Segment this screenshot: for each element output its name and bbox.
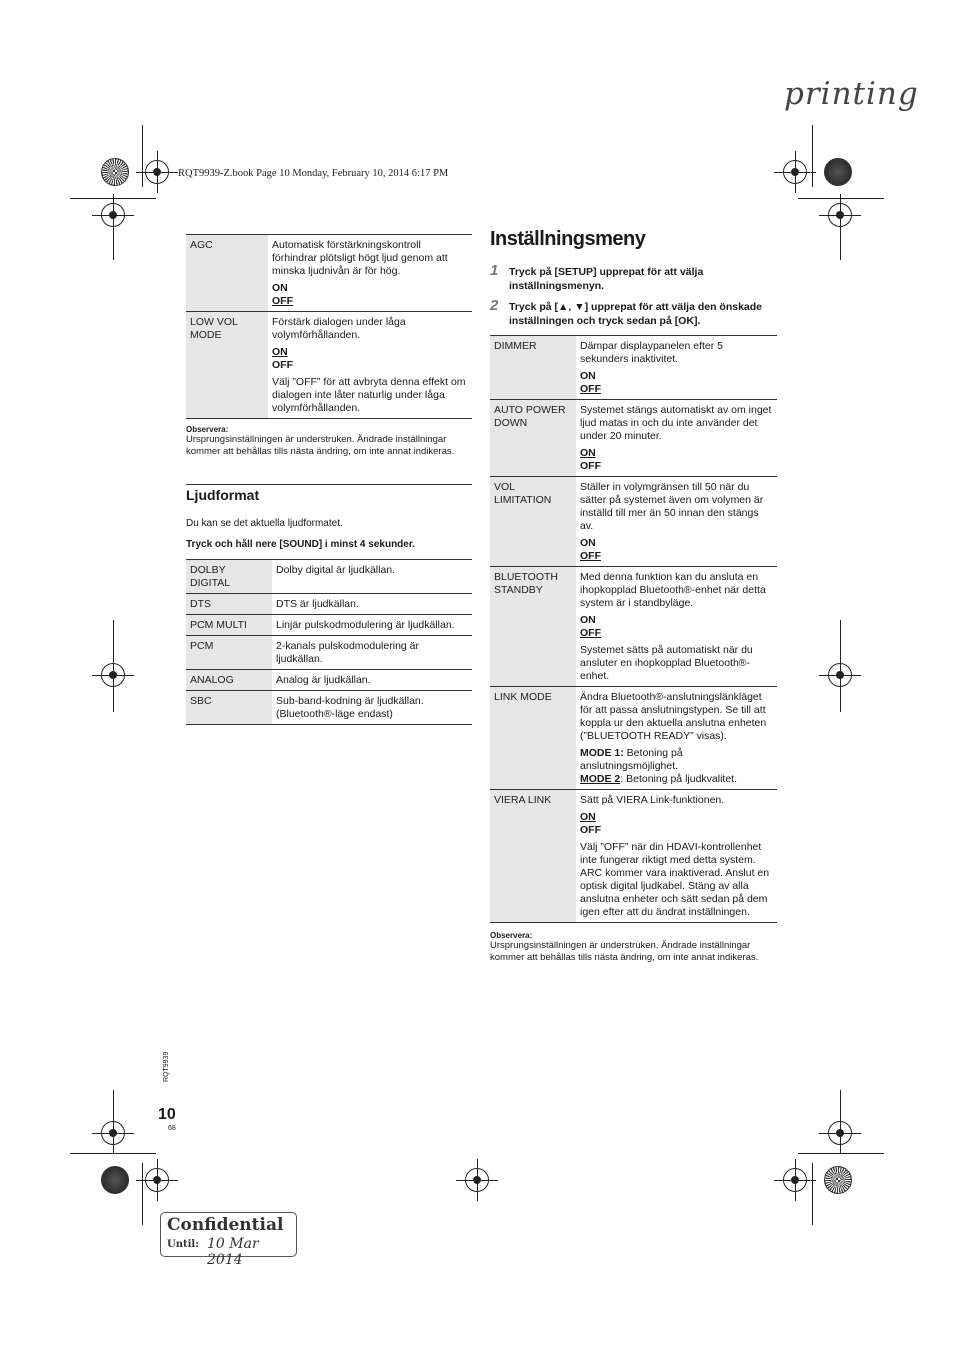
mode2-label: MODE 2 [580, 773, 621, 785]
format-key: PCM MULTI [186, 615, 272, 636]
option-off-default: OFF [272, 295, 293, 307]
option-off: OFF [580, 824, 601, 836]
format-key: DOLBY DIGITAL [186, 560, 272, 594]
option-on: ON [272, 282, 288, 294]
registration-mark-icon [783, 160, 807, 184]
format-desc: Analog är ljudkällan. [276, 674, 371, 686]
option-description: Automatisk förstärkningskontroll förhindrar plötsligt högt ljud genom att minska ljudnivån är för hög. [272, 239, 448, 277]
note-title: Observera: [490, 931, 533, 940]
section-heading-ljudformat: Ljudformat [186, 487, 260, 503]
ljudformat-instruction: Tryck och håll nere [SOUND] i minst 4 sekunder. [186, 539, 415, 550]
note-body: Ursprungsinställningen är understruken. Ändrade inställningar kommer att behållas tills nästa ändring, om inte annat indikeras. [490, 940, 759, 963]
format-key: PCM [186, 636, 272, 670]
table-row [186, 594, 472, 615]
option-description: Förstärk dialogen under låga volymförhållanden. [272, 316, 406, 341]
setting-desc [576, 790, 777, 923]
option-off: OFF [580, 460, 601, 472]
setting-desc [576, 400, 777, 477]
setting-key: AUTO POWER DOWN [490, 400, 576, 477]
setting-description: Med denna funktion kan du ansluta en ihopkopplad Bluetooth®-enhet när detta system är i standbyläge. [580, 571, 766, 609]
color-target-icon [101, 1166, 129, 1194]
step-2-text: Tryck på [▲, ▼] upprepat för att välja den önskade inställningen och tryck sedan på [OK]. [509, 301, 763, 327]
format-desc: 2-kanals pulskodmodulering är ljudkällan. [276, 640, 419, 665]
format-description: Sub-band-kodning är ljudkällan. [276, 695, 424, 707]
table-row [490, 336, 777, 400]
setting-key: VOL LIMITATION [490, 477, 576, 567]
page-number: 10 [158, 1106, 176, 1123]
table-row [186, 235, 472, 312]
setting-description: Systemet stängs automatiskt av om inget ljud matas in och du inte använder det under 20 minuter. [580, 404, 772, 442]
option-key: AGC [186, 235, 268, 312]
setting-extra: Systemet sätts på automatiskt när du ansluter en ihopkopplad Bluetooth®-enhet. [580, 644, 753, 682]
setting-key: LINK MODE [490, 687, 576, 790]
settings-table [490, 335, 777, 923]
setting-extra: Välj ”OFF” när din HDAVI-kontrollenhet inte fungerar riktigt med detta system. ARC kommer vara inaktiverad. Anslut en optisk digital ljudkabel. Stäng av alla anslutna enheter och sätt sedan på dem igen efter att du ändrat inställningen. [580, 841, 770, 918]
doc-code: RQT9939 [163, 1051, 170, 1082]
options-table [186, 234, 472, 419]
setting-description: Sätt på VIERA Link-funktionen. [580, 794, 725, 806]
confidential-stamp [160, 1212, 297, 1268]
table-row [490, 567, 777, 687]
table-row [186, 636, 472, 670]
format-key: DTS [186, 594, 272, 615]
format-note: (Bluetooth®-läge endast) [276, 708, 393, 720]
table-row [490, 477, 777, 567]
step-1-text: Tryck på [SETUP] upprepat för att välja inställningsmenyn. [509, 266, 704, 292]
table-row [490, 687, 777, 790]
setting-desc [576, 477, 777, 567]
format-desc: Dolby digital är ljudkällan. [276, 564, 396, 576]
option-desc [268, 312, 472, 419]
ljudformat-intro: Du kan se det aktuella ljudformatet. [186, 518, 343, 529]
format-key: ANALOG [186, 670, 272, 691]
option-on-default: ON [580, 447, 596, 459]
registration-mark-icon [465, 1168, 489, 1192]
right-column [490, 228, 777, 964]
mode2-text: : Betoning på ljudkvalitet. [620, 773, 738, 785]
color-target-icon [824, 158, 852, 186]
registration-mark-icon [828, 1121, 852, 1145]
option-key: LOW VOL MODE [186, 312, 268, 419]
printing-watermark: printing [784, 76, 919, 112]
note-body: Ursprungsinställningen är understruken. Ändrade inställningar kommer att behållas tills nästa ändring, om inte annat indikeras. [186, 434, 455, 457]
mode1-label: MODE 1: [580, 747, 624, 759]
table-row [186, 691, 472, 725]
setting-desc [576, 567, 777, 687]
sheet-number: 68 [168, 1125, 176, 1132]
setting-desc [576, 336, 777, 400]
registration-mark-icon [101, 203, 125, 227]
format-desc: DTS är ljudkällan. [276, 598, 359, 610]
confidential-until-label: Until: [167, 1239, 199, 1250]
page-title: Inställningsmeny [490, 228, 646, 250]
table-row [186, 615, 472, 636]
registration-mark-icon [783, 1168, 807, 1192]
format-key: SBC [186, 691, 272, 725]
registration-mark-icon [101, 663, 125, 687]
option-extra: Välj ”OFF” för att avbryta denna effekt om dialogen inte låter naturlig under låga volymförhållanden. [272, 376, 466, 414]
option-on-default: ON [580, 811, 596, 823]
color-target-icon [101, 158, 129, 186]
book-header: RQT9939-Z.book Page 10 Monday, February 10, 2014 6:17 PM [178, 168, 449, 179]
table-row [186, 312, 472, 419]
setting-key: DIMMER [490, 336, 576, 400]
registration-mark-icon [145, 1168, 169, 1192]
option-off-default: OFF [580, 383, 601, 395]
table-row [490, 400, 777, 477]
note-title: Observera: [186, 425, 229, 434]
setting-key: VIERA LINK [490, 790, 576, 923]
setting-key: BLUETOOTH STANDBY [490, 567, 576, 687]
table-row [186, 670, 472, 691]
option-on-default: ON [272, 346, 288, 358]
registration-mark-icon [101, 1121, 125, 1145]
setting-description: Ställer in volymgränsen till 50 när du sätter på systemet även om volymen är inställd till mer än 50 innan den stängs av. [580, 481, 764, 532]
left-column [186, 234, 472, 725]
option-off-default: OFF [580, 550, 601, 562]
setting-desc [576, 687, 777, 790]
color-target-icon [824, 1166, 852, 1194]
confidential-date: 10 Mar 2014 [207, 1236, 259, 1268]
step-number: 1 [490, 262, 499, 279]
mode1-text: Betoning på anslutningsmöjlighet. [580, 747, 683, 772]
option-on: ON [580, 370, 596, 382]
setting-description: Dämpar displaypanelen efter 5 sekunders inaktivitet. [580, 340, 724, 365]
option-on: ON [580, 614, 596, 626]
setting-description: Ändra Bluetooth®-anslutningslänkläget för att passa anslutningstypen. Se till att koppla ur den aktuella anslutna enheten (”BLUETOOTH READY” visas). [580, 691, 767, 742]
format-desc [272, 691, 472, 725]
audio-format-table [186, 559, 472, 725]
table-row [490, 790, 777, 923]
option-on: ON [580, 537, 596, 549]
option-off: OFF [272, 359, 293, 371]
step-number: 2 [490, 297, 499, 314]
registration-mark-icon [145, 160, 169, 184]
option-off-default: OFF [580, 627, 601, 639]
format-desc: Linjär pulskodmodulering är ljudkällan. [276, 619, 455, 631]
registration-mark-icon [828, 203, 852, 227]
option-desc [268, 235, 472, 312]
table-row [186, 560, 472, 594]
registration-mark-icon [828, 663, 852, 687]
confidential-title: Confidential [167, 1215, 284, 1235]
